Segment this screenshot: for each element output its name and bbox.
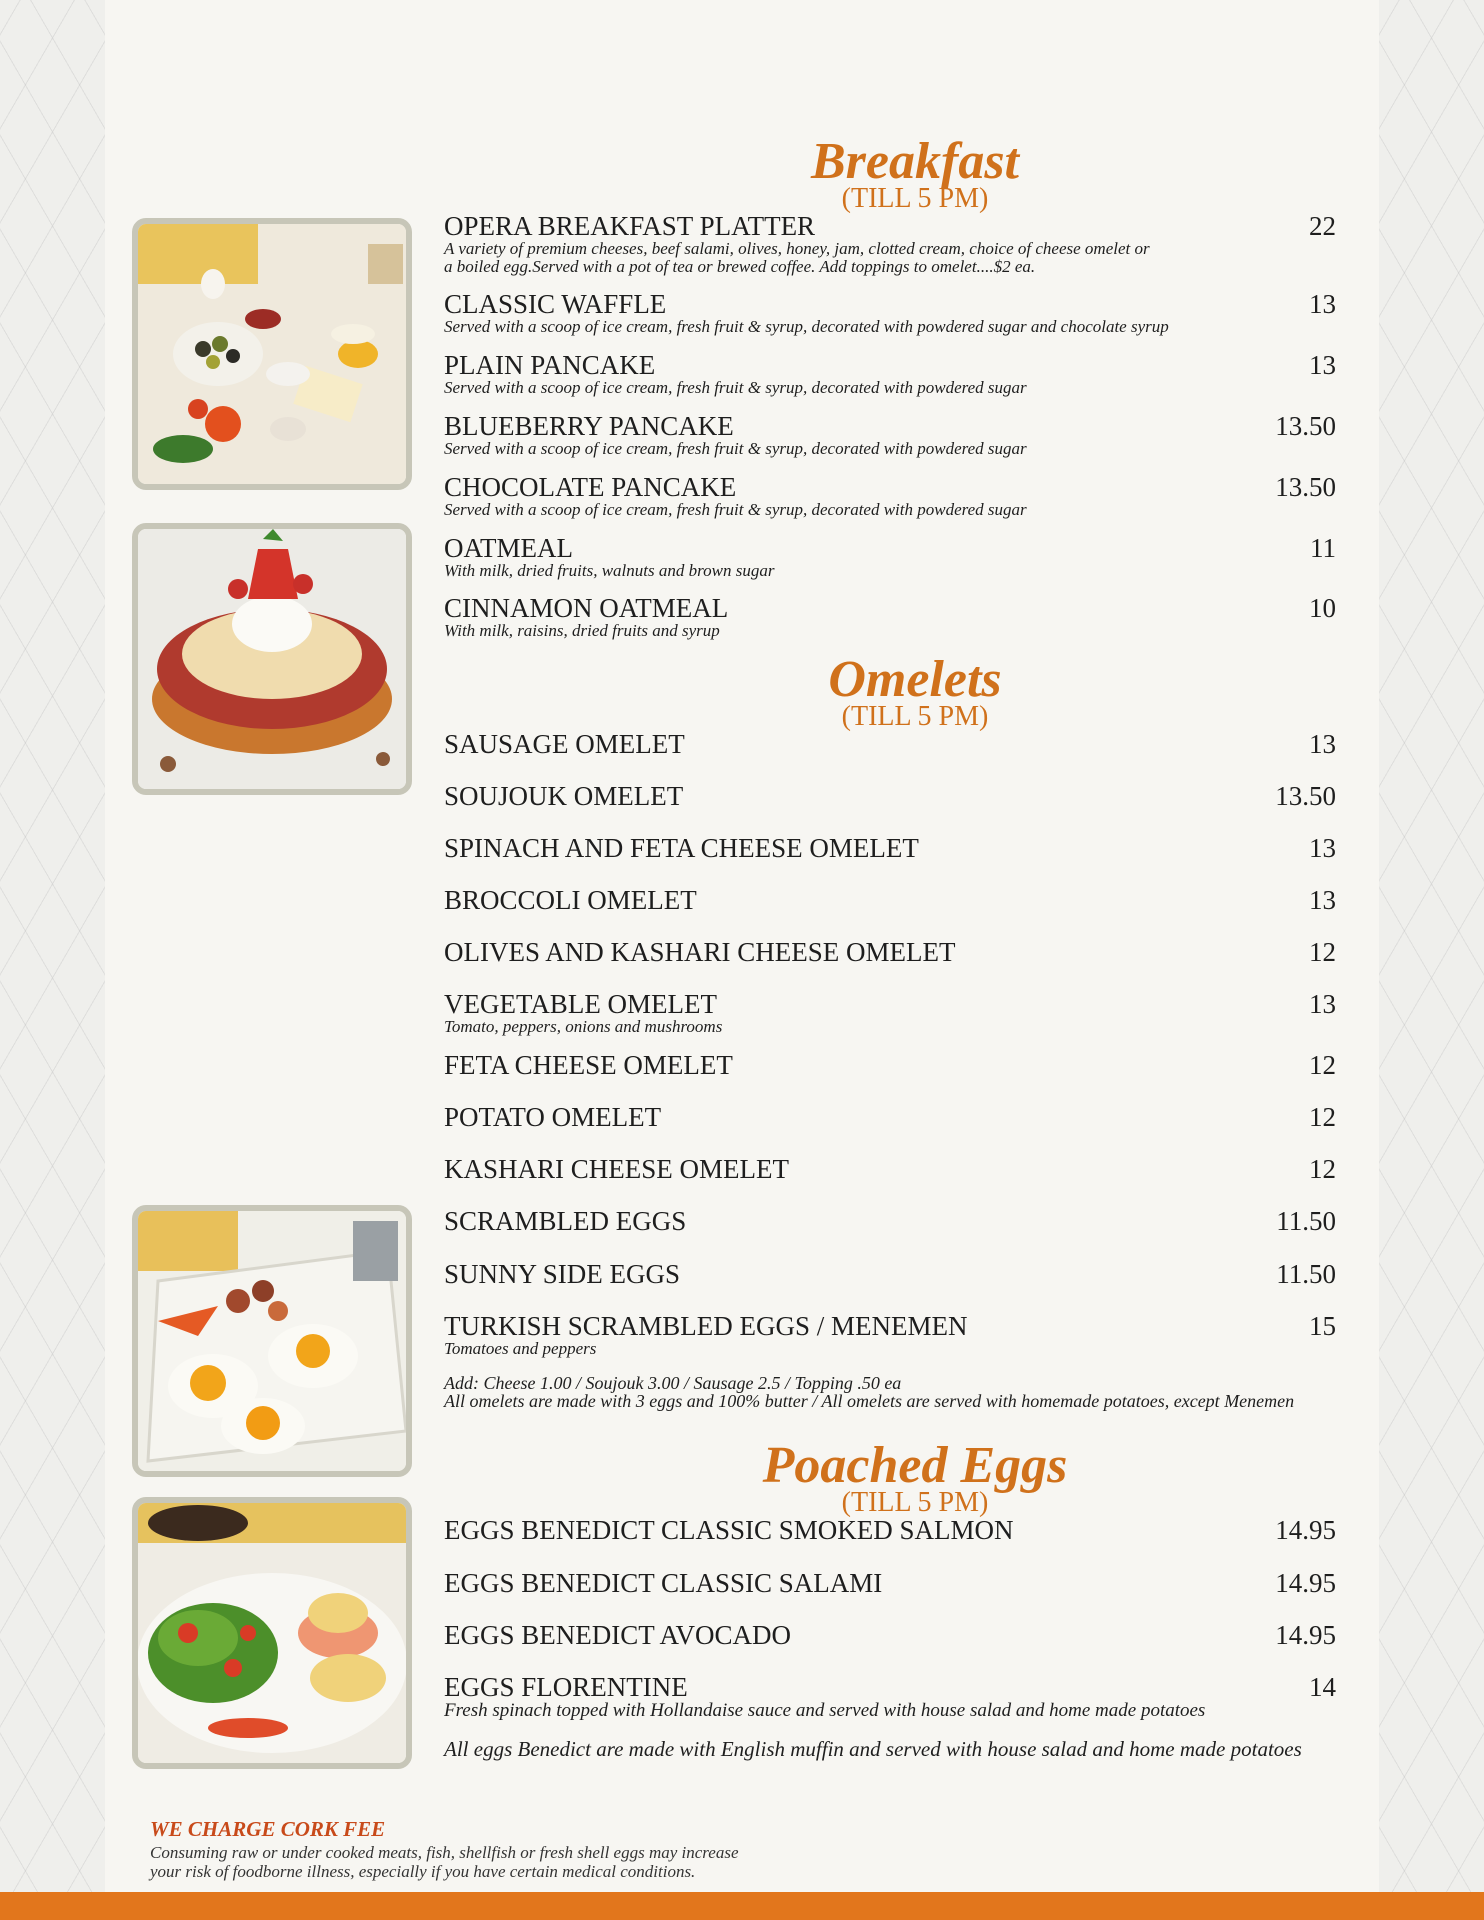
menu-item xyxy=(444,1516,1336,1544)
warning-line: your risk of foodborne illness, especially if you have certain medical conditions. xyxy=(150,1862,696,1881)
menu-item xyxy=(444,1621,1336,1649)
item-price: 12 xyxy=(1309,1154,1336,1184)
warning-line: Consuming raw or under cooked meats, fish, shellfish or fresh shell eggs may increase xyxy=(150,1843,739,1862)
item-price: 13 xyxy=(1309,289,1336,319)
item-description: Served with a scoop of ice cream, fresh fruit & syrup, decorated with powdered sugar xyxy=(444,378,1027,397)
menu-item xyxy=(444,1312,1336,1358)
item-price: 14 xyxy=(1309,1672,1336,1702)
menu-item xyxy=(444,473,1336,519)
item-description: Fresh spinach topped with Hollandaise sauce and served with house salad and home made potatoes xyxy=(444,1700,1206,1721)
item-name: SCRAMBLED EGGS xyxy=(444,1206,687,1236)
left-pattern-border xyxy=(0,0,106,1920)
bottom-accent-bar xyxy=(0,1892,1484,1920)
item-name: BROCCOLI OMELET xyxy=(444,885,697,915)
item-price: 14.95 xyxy=(1275,1620,1336,1650)
poached-eggs-title: Poached Eggs xyxy=(762,1437,1068,1494)
item-price: 10 xyxy=(1309,593,1336,623)
menu-item xyxy=(444,1673,1336,1721)
item-description: A variety of premium cheeses, beef salami, olives, honey, jam, clotted cream, choice of cheese omelet or xyxy=(444,239,1150,258)
breakfast-title: Breakfast xyxy=(811,133,1019,190)
omelets-title: Omelets xyxy=(828,651,1002,708)
menu-item xyxy=(444,1155,1336,1183)
item-price: 11.50 xyxy=(1276,1259,1336,1289)
item-name: SUNNY SIDE EGGS xyxy=(444,1259,681,1289)
menu-item xyxy=(444,730,1336,758)
item-name: EGGS BENEDICT CLASSIC SALAMI xyxy=(444,1568,883,1598)
menu-item xyxy=(444,886,1336,914)
menu-item xyxy=(444,1569,1336,1597)
menu-item xyxy=(444,1207,1336,1235)
menu-item xyxy=(444,290,1336,336)
poached-eggs-subtitle: (TILL 5 PM) xyxy=(841,1487,989,1518)
breakfast-platter-photo xyxy=(132,218,412,490)
item-price: 13.50 xyxy=(1275,411,1336,441)
item-price: 12 xyxy=(1309,1102,1336,1132)
item-name: OPERA BREAKFAST PLATTER xyxy=(444,211,816,241)
item-description: Served with a scoop of ice cream, fresh fruit & syrup, decorated with powdered sugar xyxy=(444,500,1027,519)
item-price: 22 xyxy=(1309,211,1336,241)
item-name: POTATO OMELET xyxy=(444,1102,662,1132)
item-price: 11 xyxy=(1310,533,1336,563)
item-name: VEGETABLE OMELET xyxy=(444,989,718,1019)
breakfast-subtitle: (TILL 5 PM) xyxy=(841,183,989,214)
item-name: OLIVES AND KASHARI CHEESE OMELET xyxy=(444,937,956,967)
item-price: 13.50 xyxy=(1275,781,1336,811)
menu-item xyxy=(444,534,1336,580)
menu-item xyxy=(444,782,1336,810)
menu-item xyxy=(444,990,1336,1036)
menu-item xyxy=(444,351,1336,397)
item-name: EGGS FLORENTINE xyxy=(444,1672,688,1702)
menu-item xyxy=(444,412,1336,458)
item-name: KASHARI CHEESE OMELET xyxy=(444,1154,789,1184)
omelet-info-note: All omelets are made with 3 eggs and 100% butter / All omelets are served with homemade potatoes, except Menemen xyxy=(444,1391,1295,1411)
item-name: SOUJOUK OMELET xyxy=(444,781,684,811)
cork-fee-notice: WE CHARGE CORK FEE xyxy=(150,1817,386,1841)
item-name: CLASSIC WAFFLE xyxy=(444,289,667,319)
food-safety-warning xyxy=(150,1843,850,1881)
item-name: EGGS BENEDICT CLASSIC SMOKED SALMON xyxy=(444,1515,1014,1545)
item-description: Served with a scoop of ice cream, fresh fruit & syrup, decorated with powdered sugar xyxy=(444,439,1027,458)
item-description: With milk, raisins, dried fruits and syrup xyxy=(444,621,720,640)
item-price: 13 xyxy=(1309,833,1336,863)
omelet-add-note: Add: Cheese 1.00 / Soujouk 3.00 / Sausage 2.5 / Topping .50 ea xyxy=(444,1373,902,1393)
item-name: TURKISH SCRAMBLED EGGS / MENEMEN xyxy=(444,1311,968,1341)
menu-item xyxy=(444,1103,1336,1131)
item-price: 15 xyxy=(1309,1311,1336,1341)
item-description: Tomatoes and peppers xyxy=(444,1339,597,1358)
right-pattern-border xyxy=(1378,0,1484,1920)
item-price: 13.50 xyxy=(1275,472,1336,502)
menu-item xyxy=(444,1260,1336,1288)
eggs-benedict-photo xyxy=(132,1497,412,1769)
item-price: 14.95 xyxy=(1275,1568,1336,1598)
item-name: FETA CHEESE OMELET xyxy=(444,1050,733,1080)
menu-item xyxy=(444,594,1336,640)
item-price: 12 xyxy=(1309,937,1336,967)
item-price: 13 xyxy=(1309,350,1336,380)
item-name: SPINACH AND FETA CHEESE OMELET xyxy=(444,833,919,863)
item-price: 13 xyxy=(1309,989,1336,1019)
item-name: CINNAMON OATMEAL xyxy=(444,593,729,623)
item-price: 13 xyxy=(1309,885,1336,915)
waffle-photo xyxy=(132,523,412,795)
item-price: 11.50 xyxy=(1276,1206,1336,1236)
item-description: a boiled egg.Served with a pot of tea or brewed coffee. Add toppings to omelet....$2 ea. xyxy=(444,257,1036,276)
menu-item xyxy=(444,938,1336,966)
item-price: 14.95 xyxy=(1275,1515,1336,1545)
menu-item xyxy=(444,1051,1336,1079)
item-price: 12 xyxy=(1309,1050,1336,1080)
item-description: With milk, dried fruits, walnuts and brown sugar xyxy=(444,561,775,580)
omelets-subtitle: (TILL 5 PM) xyxy=(841,701,989,732)
item-name: BLUEBERRY PANCAKE xyxy=(444,411,734,441)
item-name: EGGS BENEDICT AVOCADO xyxy=(444,1620,792,1650)
item-description: Served with a scoop of ice cream, fresh fruit & syrup, decorated with powdered sugar and chocolate syrup xyxy=(444,317,1169,336)
menu-item xyxy=(444,834,1336,862)
item-name: SAUSAGE OMELET xyxy=(444,729,685,759)
benedict-info-note: All eggs Benedict are made with English muffin and served with house salad and home made potatoes xyxy=(444,1737,1302,1761)
item-name: OATMEAL xyxy=(444,533,573,563)
sunny-side-eggs-photo xyxy=(132,1205,412,1477)
item-price: 13 xyxy=(1309,729,1336,759)
menu-item xyxy=(444,212,1336,276)
item-name: PLAIN PANCAKE xyxy=(444,350,656,380)
item-name: CHOCOLATE PANCAKE xyxy=(444,472,737,502)
item-description: Tomato, peppers, onions and mushrooms xyxy=(444,1017,723,1036)
